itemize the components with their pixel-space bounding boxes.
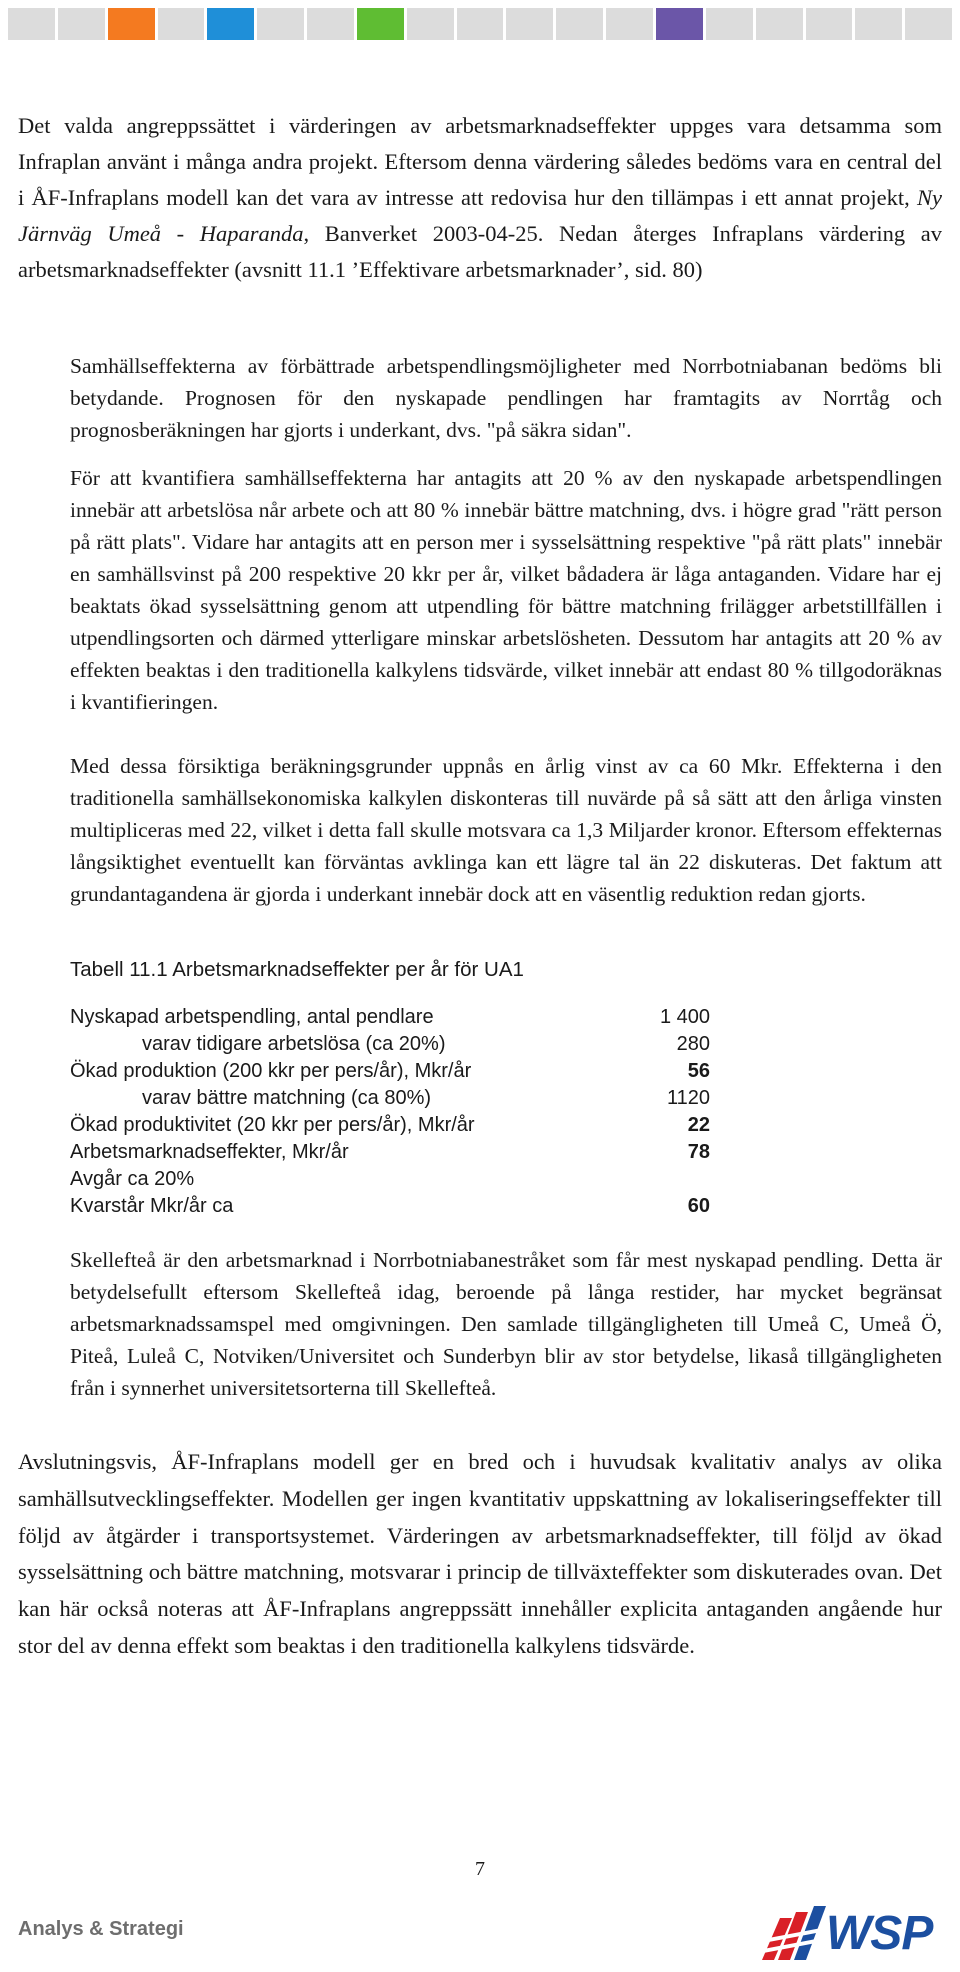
quoted-paragraph-3: Med dessa försiktiga beräkningsgrunder uppnås en årlig vinst av ca 60 Mkr. Effekterna i den traditionella samhällsekonomiska kalkylen diskonteras till nuvärde på så sätt att den årliga vinsten multipliceras med 22, vilket i detta fall skulle motsvara ca 1,3 Miljarder kronor. Eftersom effekternas långsiktighet eventuellt kan förväntas avklinga kan ett lägre tal än 22 diskuteras. Det faktum att grundantagandena är gjorda i underkant innebär dock att en väsentlig reduktion redan gjorts. bbox=[70, 754, 942, 906]
quoted-paragraph-2: För att kvantifiera samhällseffekterna har antagits att 20 % av den nyskapade arbetspendlingen innebär att arbetslösa når arbete och att 80 % innebär bättre matchning, dvs. i högre grad "rätt person på rätt plats". Vidare har antagits att en person mer i sysselsättning respektive "på rätt plats" innebär en samhällsvinst på 200 respektive 20 kkr per år, vilket bådadera är låga antaganden. Vidare har ej beaktats ökad sysselsättning genom att utpendling för bättre matchning frilägger arbetstillfällen i utpendlingsorten och därmed ytterligare minskar arbetslösheten. Dessutom har antagits att 20 % av effekten beaktas i den traditionella kalkylens tidsvärde, vilket innebär att endast 80 % tillgodoräknas i kvantifieringen. bbox=[70, 466, 942, 714]
effects-table bbox=[70, 1004, 710, 1220]
color-block-purple bbox=[656, 8, 703, 40]
color-block-blue bbox=[207, 8, 254, 40]
intro-paragraph: Det valda angreppssättet i värderingen av arbetsmarknadseffekter uppges vara detsamma som Infraplan använt i många andra projekt. Eftersom denna värdering således bedöms vara en central del i ÅF-Infraplans modell kan det vara av intresse att redovisa hur den tillämpas i ett annat projekt, Ny Järnväg Umeå - Haparanda, Banverket 2003-04-25. Nedan återges Infraplans värdering av arbetsmarknadseffekter (avsnitt 11.1 ’Effektivare arbetsmarknader’, sid. 80) bbox=[18, 113, 942, 282]
color-block bbox=[158, 8, 205, 40]
color-block bbox=[8, 8, 55, 40]
quoted-paragraph-1: Samhällseffekterna av förbättrade arbetspendlingsmöjligheter med Norrbotniabanan bedöms bli betydande. Prognosen för den nyskapade pendlingen har framtagits av Norrtåg och prognosberäkningen har gjorts i underkant, dvs. "på säkra sidan". bbox=[70, 354, 942, 442]
logo-stripes-icon bbox=[758, 1900, 832, 1962]
color-block bbox=[58, 8, 105, 40]
table-row: Avgår ca 20% bbox=[70, 1168, 195, 1190]
table-row: varav bättre matchning (ca 80%) 1120 bbox=[142, 1087, 710, 1109]
color-block bbox=[457, 8, 504, 40]
color-block-green bbox=[357, 8, 404, 40]
project-title: Ny Järnväg Umeå - Haparanda bbox=[18, 185, 942, 246]
color-block bbox=[706, 8, 753, 40]
color-block bbox=[506, 8, 553, 40]
color-block bbox=[556, 8, 603, 40]
table-row: varav tidigare arbetslösa (ca 20%) 280 bbox=[142, 1033, 710, 1055]
table-row: Nyskapad arbetspendling, antal pendlare 1 400 bbox=[70, 1006, 710, 1028]
footer-department: Analys & Strategi bbox=[18, 1918, 184, 1940]
color-block bbox=[407, 8, 454, 40]
color-block bbox=[257, 8, 304, 40]
header-color-bar bbox=[8, 8, 952, 40]
closing-paragraph: Avslutningsvis, ÅF-Infraplans modell ger en bred och i huvudsak kvalitativ analys av olika samhällsutvecklingseffekter. Modellen ger ingen kvantitativ uppskattning av lokaliseringseffekter till följd av åtgärder i transportsystemet. Värderingen av arbetsmarknadseffekter, till följd av ökad sysselsättning och bättre matchning, motsvarar i princip de tillväxteffekter som diskuterades ovan. Det kan här också noteras att ÅF-Infraplans angreppssätt innehåller explicita antaganden angående hur stor del av denna effekt som beaktas i den traditionella kalkylens tidsvärde. bbox=[18, 1449, 942, 1658]
table-row: Kvarstår Mkr/år ca 60 bbox=[70, 1195, 710, 1217]
color-block bbox=[806, 8, 853, 40]
color-block bbox=[855, 8, 902, 40]
color-block bbox=[606, 8, 653, 40]
table-caption: Tabell 11.1 Arbetsmarknadseffekter per år för UA1 bbox=[70, 958, 524, 981]
color-block bbox=[756, 8, 803, 40]
logo-text: WSP bbox=[826, 1907, 933, 1960]
table-row: Ökad produktion (200 kkr per pers/år), Mkr/år 56 bbox=[70, 1060, 710, 1082]
color-block-orange bbox=[108, 8, 155, 40]
table-row: Arbetsmarknadseffekter, Mkr/år 78 bbox=[70, 1141, 710, 1163]
table-row: Ökad produktivitet (20 kkr per pers/år), Mkr/år 22 bbox=[70, 1114, 710, 1136]
quoted-paragraph-4: Skellefteå är den arbetsmarknad i Norrbotniabanestråket som får mest nyskapad pendling. Detta är betydelsefullt eftersom Skellefteå idag, beroende på långa restider, har mycket begränsat arbetsmarknadssamspel med omgivningen. Den samlade tillgängligheten till Umeå C, Umeå Ö, Piteå, Luleå C, Notviken/Universitet och Sunderbyn blir av stor betydelse, likaså tillgängligheten från i synnerhet universitetsorterna till Skellefteå. bbox=[70, 1248, 942, 1400]
color-block bbox=[905, 8, 952, 40]
page-number: 7 bbox=[475, 1858, 485, 1880]
color-block bbox=[307, 8, 354, 40]
wsp-logo bbox=[758, 1896, 948, 1962]
